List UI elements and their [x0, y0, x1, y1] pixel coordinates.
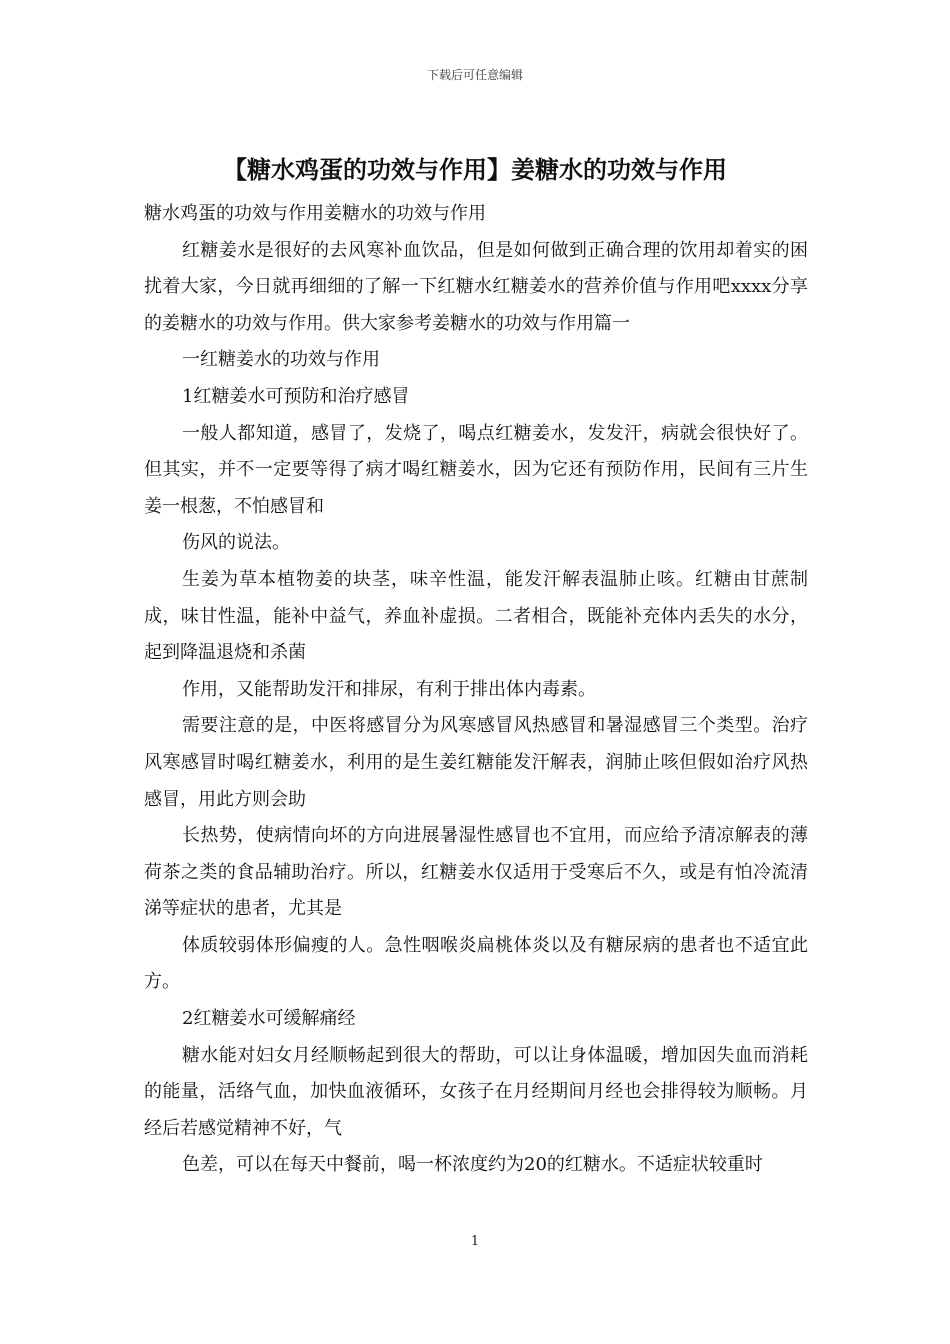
paragraph: 红糖姜水是很好的去风寒补血饮品，但是如何做到正确合理的饮用却着实的困扰着大家，今日就再细细的了解一下红糖水红糖姜水的营养价值与作用吧xxxx分享的姜糖水的功效与作用。供大家参考姜糖水的功效与作用篇一	[144, 239, 808, 334]
paragraph: 色差，可以在每天中餐前，喝一杯浓度约为20的红糖水。不适症状较重时	[182, 1154, 763, 1176]
paragraph: 需要注意的是，中医将感冒分为风寒感冒风热感冒和暑湿感冒三个类型。治疗风寒感冒时喝红糖姜水，利用的是生姜红糖能发汗解表，润肺止咳但假如治疗风热感冒，用此方则会助	[144, 715, 808, 810]
page-number: 1	[470, 1234, 480, 1249]
section-heading: 一红糖姜水的功效与作用	[182, 349, 380, 371]
paragraph: 一般人都知道，感冒了，发烧了，喝点红糖姜水，发发汗，病就会很快好了。但其实，并不一定要等得了病才喝红糖姜水，因为它还有预防作用，民间有三片生姜一根葱，不怕感冒和	[144, 422, 808, 517]
document-body	[144, 196, 808, 1184]
paragraph: 长热势，使病情向坏的方向进展暑湿性感冒也不宜用，而应给予清凉解表的薄荷茶之类的食品辅助治疗。所以，红糖姜水仅适用于受寒后不久，或是有怕冷流清涕等症状的患者，尤其是	[144, 825, 808, 920]
subsection-heading: 1红糖姜水可预防和治疗感冒	[182, 385, 410, 407]
paragraph: 作用，又能帮助发汗和排尿，有利于排出体内毒素。	[182, 678, 596, 700]
paragraph: 糖水能对妇女月经顺畅起到很大的帮助，可以让身体温暖，增加因失血而消耗的能量，活络气血，加快血液循环，女孩子在月经期间月经也会排得较为顺畅。月经后若感觉精神不好，气	[144, 1044, 808, 1139]
paragraph: 体质较弱体形偏瘦的人。急性咽喉炎扁桃体炎以及有糖尿病的患者也不适宜此方。	[144, 934, 808, 993]
paragraph: 生姜为草本植物姜的块茎，味辛性温，能发汗解表温肺止咳。红糖由甘蔗制成，味甘性温，能补中益气，养血补虚损。二者相合，既能补充体内丢失的水分，起到降温退烧和杀菌	[144, 568, 808, 664]
subsection-heading: 2红糖姜水可缓解痛经	[182, 1008, 356, 1030]
paragraph: 伤风的说法。	[182, 532, 290, 554]
header-note: 下载后可任意编辑	[426, 68, 523, 82]
document-title: 【糖水鸡蛋的功效与作用】姜糖水的功效与作用	[223, 155, 727, 184]
paragraph: 糖水鸡蛋的功效与作用姜糖水的功效与作用	[144, 203, 486, 224]
